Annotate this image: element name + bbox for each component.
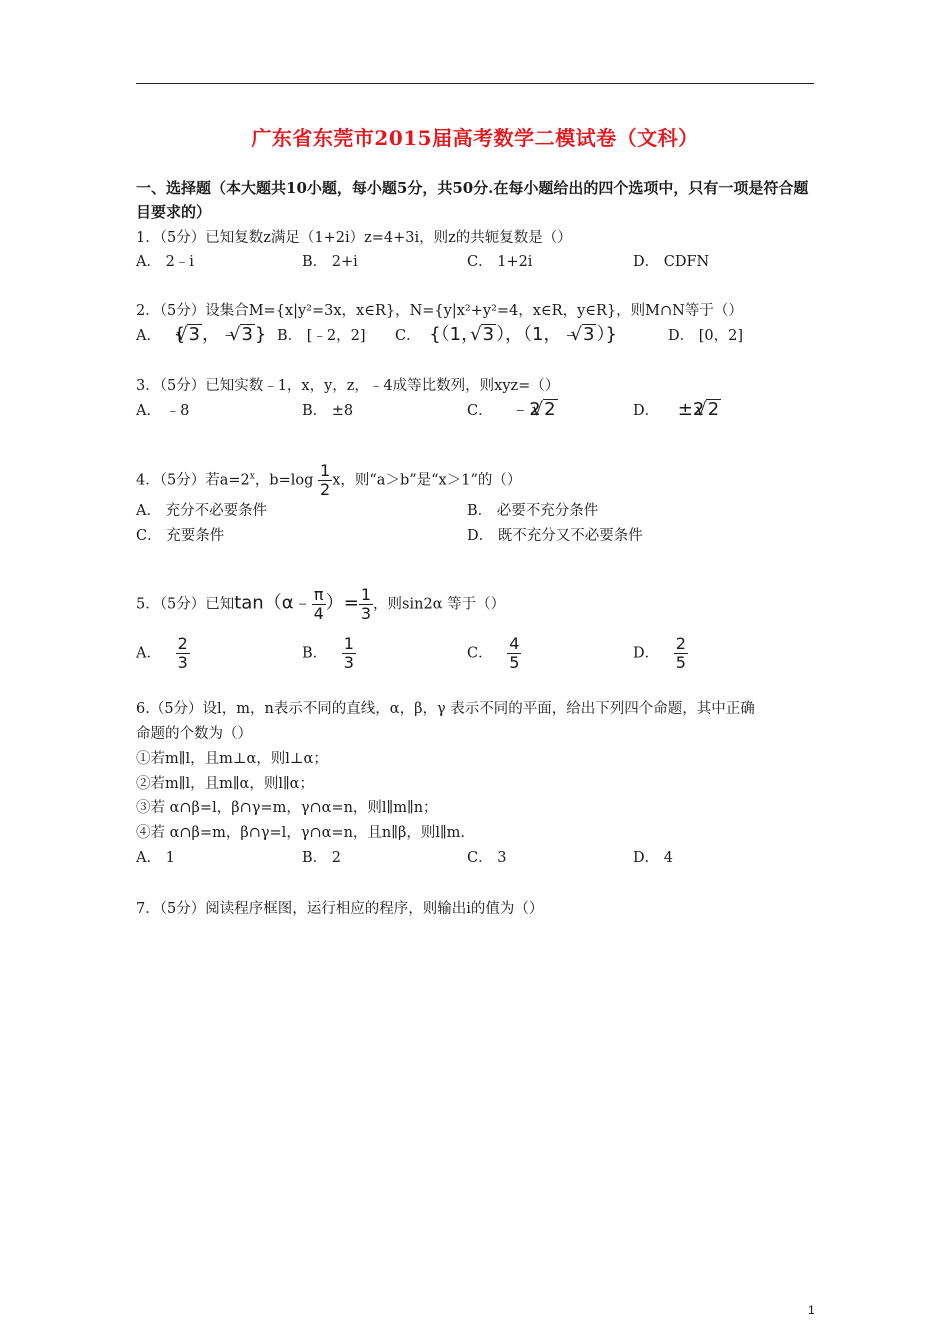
fraction-numerator: 2 <box>177 634 188 653</box>
question-2-option-c <box>395 324 617 346</box>
fraction-numerator: 2 <box>675 634 686 653</box>
sqrt-expression: √ 2 <box>706 399 721 420</box>
question-2-stem: 2．（5分）设集合M={x|y²=3x，x∈R}，N={y|x²+y²=4，x∈R，y∈R}，则M∩N等于（） <box>136 303 743 319</box>
fraction-denominator: 3 <box>360 604 372 623</box>
fraction <box>318 462 332 499</box>
question-6-proposition-4: ④若 α∩β=m，β∩γ=l，γ∩α=n，且n∥β，则l∥m. <box>136 825 466 841</box>
question-6-option-a: A． 1 <box>136 850 175 866</box>
brace-open: { <box>173 324 186 345</box>
fraction-denominator: 5 <box>675 653 686 672</box>
fraction <box>342 635 356 672</box>
fraction-denominator: 5 <box>509 653 520 672</box>
question-6-option-c: C． 3 <box>467 850 507 866</box>
question-2-option-d: D． [0，2] <box>668 328 743 344</box>
fraction-numerator: 1 <box>343 634 354 653</box>
brace-close: } <box>254 324 267 345</box>
section-heading: 一、选择题（本大题共10小题，每小题5分，共50分.在每小题给出的四个选项中，只有一项是符合题目要求的） <box>136 179 809 221</box>
question-6-proposition-3: ③若 α∩β=l，β∩γ=m，γ∩α=n，则l∥m∥n； <box>136 800 438 816</box>
option-label: C． <box>467 645 493 662</box>
sqrt-expression: √ 3 <box>187 324 202 345</box>
question-6-proposition-2: ②若m∥l，且m∥α，则l∥α； <box>136 776 314 792</box>
superscript: x <box>249 471 255 482</box>
question-3-option-b: B． ±8 <box>302 403 354 419</box>
expr-part: ），（1，﹣ <box>496 324 580 345</box>
sqrt-expression: √ 3 <box>582 324 597 345</box>
fraction-numerator: 1 <box>320 461 331 480</box>
option-label: D． <box>633 645 660 662</box>
expr-part: ﹣2 <box>511 399 541 420</box>
stem-text: 5．（5分）已知 <box>136 596 235 613</box>
fraction-denominator: 2 <box>320 480 331 499</box>
page-number: 1 <box>808 1303 815 1317</box>
page-title: 广东省东莞市2015届高考数学二模试卷（文科） <box>251 126 699 150</box>
option-label: B． <box>302 645 328 662</box>
expr-part: ）} <box>596 324 617 345</box>
fraction <box>507 635 521 672</box>
question-4-option-d: D． 既不充分又不必要条件 <box>467 528 643 544</box>
fraction <box>674 635 688 672</box>
question-3-option-d <box>633 399 721 421</box>
question-4-option-a: A． 充分不必要条件 <box>136 503 268 519</box>
question-4-option-b: B． 必要不充分条件 <box>467 503 599 519</box>
fraction <box>176 635 190 672</box>
sqrt-expression: √ 3 <box>481 324 496 345</box>
question-1-option-a: A． 2﹣i <box>136 254 194 270</box>
header-rule <box>136 83 814 84</box>
fraction-denominator: 4 <box>313 604 324 623</box>
question-1-option-c: C． 1+2i <box>467 254 533 270</box>
question-6-stem-line-2: 命题的个数为（） <box>136 726 252 742</box>
question-5-option-d <box>633 635 688 672</box>
fraction-numerator: π <box>312 586 326 605</box>
expr-part: {（1， <box>429 324 480 345</box>
question-2-option-b: B． [﹣2，2] <box>277 328 366 344</box>
stem-text: x，则“a＞b”是“x＞1”的（） <box>332 472 522 489</box>
stem-text: ，b=log <box>254 472 319 489</box>
expr-part: ±2 <box>677 399 705 420</box>
question-5-stem <box>136 586 505 623</box>
question-7-stem: 7．（5分）阅读程序框图，运行相应的程序，则输出i的值为（） <box>136 901 544 917</box>
question-3-stem: 3．（5分）已知实数﹣1，x，y，z，﹣4成等比数列，则xyz=（） <box>136 378 560 394</box>
separator: ，﹣ <box>201 324 238 345</box>
option-label: A． <box>136 328 161 344</box>
option-label: C． <box>467 403 493 419</box>
fraction-numerator: 1 <box>360 585 372 604</box>
sqrt-expression: √ 2 <box>543 399 558 420</box>
question-1-stem: 1．（5分）已知复数z满足（1+2i）z=4+3i，则z的共轭复数是（） <box>136 230 572 246</box>
question-3-option-a: A． ﹣8 <box>136 403 190 419</box>
option-label: D． <box>633 403 660 419</box>
question-1-option-d: D． CDFN <box>633 254 710 270</box>
question-6-stem-line-1: 6.（5分）设l，m，n表示不同的直线，α，β，γ 表示不同的平面，给出下列四个命题，其中正确 <box>136 701 755 717</box>
fraction <box>359 586 373 623</box>
question-4-stem <box>136 462 521 499</box>
question-6-proposition-1: ①若m∥l，且m⊥α，则l⊥α； <box>136 751 328 767</box>
question-2-option-a <box>136 324 266 346</box>
question-4-option-c: C． 充要条件 <box>136 528 225 544</box>
sqrt-expression: √ 3 <box>240 324 255 345</box>
stem-text: ，则sin2α 等于（） <box>373 596 506 613</box>
option-label: A． <box>136 645 161 662</box>
stem-text: 4．（5分）若a=2 <box>136 472 250 489</box>
option-label: C． <box>395 328 421 344</box>
fraction <box>312 586 326 623</box>
question-1-option-b: B． 2+i <box>302 254 358 270</box>
question-6-option-d: D． 4 <box>633 850 673 866</box>
question-3-option-c <box>467 399 558 421</box>
question-6-option-b: B． 2 <box>302 850 341 866</box>
fraction-denominator: 3 <box>177 653 188 672</box>
question-5-option-b <box>302 635 356 672</box>
question-5-option-c <box>467 635 521 672</box>
fraction-numerator: 4 <box>509 634 520 653</box>
expr-part: ）= <box>325 592 359 614</box>
tan-expression: tan（α﹣ <box>234 592 312 614</box>
question-5-option-a <box>136 635 190 672</box>
fraction-denominator: 3 <box>343 653 354 672</box>
